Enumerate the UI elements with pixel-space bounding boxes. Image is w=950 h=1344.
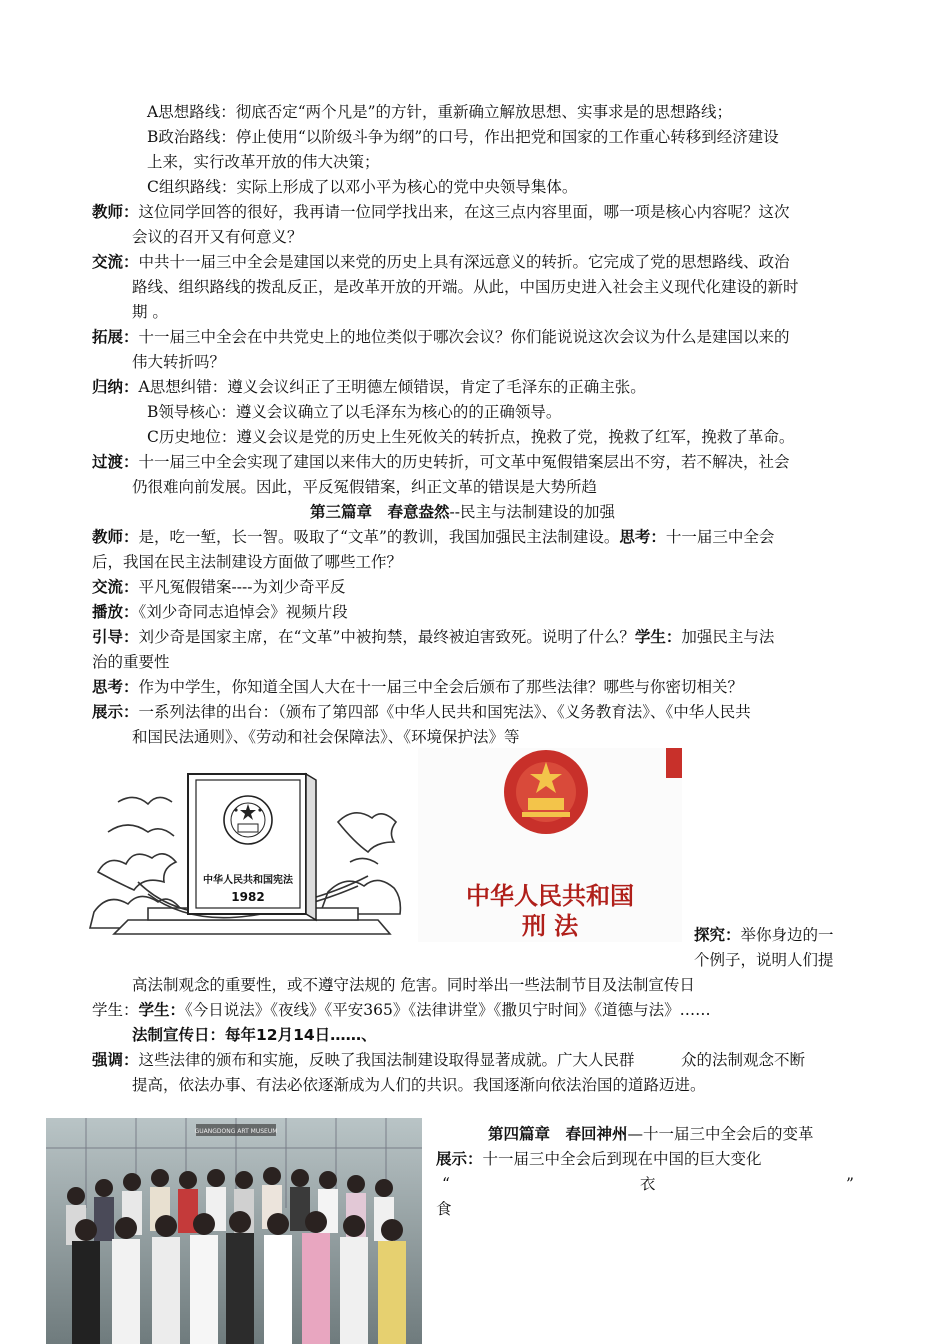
line: 伟大转折吗？ — [132, 353, 226, 371]
label: 引导： — [92, 628, 139, 646]
label: 探究： — [694, 926, 741, 944]
line: 食 — [436, 1200, 452, 1218]
constitution-title: 中华人民共和国宪法 — [203, 875, 293, 886]
quote-close: ” — [846, 1175, 854, 1193]
text: 是，吃一堑，长一智。吸取了“文革”的教训，我国加强民主法制建设。 — [138, 528, 620, 546]
line — [92, 1049, 805, 1071]
text: 平凡冤假错案----为刘少奇平反 — [138, 578, 346, 596]
line: 个例子，说明人们提 — [694, 951, 834, 969]
line: C组织路线：实际上形成了以邓小平为核心的党中央领导集体。 — [147, 178, 578, 196]
label: 思考： — [619, 528, 666, 546]
heading-rest: —十一届三中全会后的变革 — [627, 1125, 814, 1143]
text: 刘少奇是国家主席，在“文革”中被拘禁，最终被迫害致死。说明了什么？ — [138, 628, 635, 646]
line: 和国民法通则》、《劳动和社会保障法》、《环境保护法》等 — [132, 728, 520, 746]
line — [92, 626, 774, 648]
line: 会议的召开又有何意义？ — [132, 228, 303, 246]
label: 强调： — [92, 1051, 139, 1069]
line: B领导核心：遵义会议确立了以毛泽东为核心的的正确领导。 — [147, 403, 562, 421]
line — [694, 924, 834, 946]
text: 一系列法律的出台：（颁布了第四部《中华人民共和国宪法》、《义务教育法》、《中华人民共 — [138, 703, 751, 721]
line — [92, 251, 790, 273]
line — [92, 701, 751, 723]
section-heading — [310, 501, 615, 523]
text: 作为中学生，你知道全国人大在十一届三中全会后颁布了那些法律？哪些与你密切相关？ — [138, 678, 744, 696]
label: 交流： — [92, 253, 139, 271]
constitution-year: 1982 — [231, 890, 265, 904]
line: 期 。 — [132, 303, 168, 321]
criminal-law-cover — [418, 748, 682, 942]
text: 加强民主与法 — [681, 628, 775, 646]
line — [92, 676, 743, 698]
line — [92, 576, 345, 598]
line: 衣 — [640, 1175, 656, 1193]
line: 后，我国在民主法制建设方面做了哪些工作？ — [92, 553, 403, 571]
line: 上来，实行改革开放的伟大决策； — [147, 153, 380, 171]
constitution-drawing — [88, 762, 410, 940]
line — [92, 526, 774, 548]
line: A思想路线：彻底否定“两个凡是”的方针，重新确立解放思想、实事求是的思想路线； — [147, 103, 733, 121]
text: 中共十一届三中全会是建国以来党的历史上具有深远意义的转折。它完成了党的思想路线、政治 — [138, 253, 790, 271]
line — [92, 999, 711, 1021]
quote-open: “ — [442, 1175, 450, 1193]
line: 治的重要性 — [92, 653, 170, 671]
section-heading — [488, 1123, 814, 1145]
text: 十一届三中全会 — [665, 528, 775, 546]
label: 学生： — [634, 628, 682, 646]
text: 十一届三中全会实现了建国以来伟大的历史转折，可文革中冤假错案层出不穷，若不解决，社会 — [138, 453, 790, 471]
label: 教师： — [92, 203, 139, 221]
line — [92, 201, 790, 223]
criminal-law-line2: 刑 法 — [521, 911, 579, 940]
text: A思想纠错：遵义会议纠正了王明德左倾错误，肯定了毛泽东的正确主张。 — [138, 378, 646, 396]
constitution-illustration — [88, 762, 410, 940]
line — [92, 451, 790, 473]
label: 播放： — [92, 603, 139, 621]
text: 十一届三中全会在中共党史上的地位类似于哪次会议？你们能说说这次会议为什么是建国以来的 — [138, 328, 790, 346]
group-photo — [46, 1118, 422, 1344]
label: 拓展： — [92, 328, 139, 346]
line: C历史地位：遵义会议是党的历史上生死攸关的转折点，挽救了党，挽救了红军，挽救了革命。 — [147, 428, 795, 446]
criminal-law-line1: 中华人民共和国 — [466, 881, 634, 910]
heading-bold: 第三篇章 春意盎然 — [310, 503, 450, 521]
group-photo-drawing — [46, 1118, 422, 1344]
line: B政治路线：停止使用“以阶级斗争为纲”的口号，作出把党和国家的工作重心转移到经济建设 — [147, 128, 779, 146]
text: 这些法律的颁布和实施，反映了我国法制建设取得显著成就。广大人民群 众的法制观念不断 — [138, 1051, 806, 1069]
label: 教师： — [92, 528, 139, 546]
label: 归纳： — [92, 378, 139, 396]
label: 思考： — [92, 678, 139, 696]
text: 《刘少奇同志追悼会》视频片段 — [138, 603, 348, 621]
criminal-law-drawing — [418, 748, 682, 942]
line: 法制宣传日：每年12月14日……、 — [132, 1026, 377, 1044]
label: 交流： — [92, 578, 139, 596]
text: 《今日说法》《夜线》《平安365》《法律讲堂》《撒贝宁时间》《道德与法》…… — [185, 1001, 711, 1019]
line — [92, 376, 646, 398]
label: 学生： — [138, 1001, 186, 1019]
line: 路线、组织路线的拨乱反正，是改革开放的开端。从此，中国历史进入社会主义现代化建设的新时 — [132, 278, 799, 296]
text: 十一届三中全会后到现在中国的巨大变化 — [482, 1150, 762, 1168]
text: 这位同学回答的很好，我再请一位同学找出来，在这三点内容里面，哪一项是核心内容呢？这次 — [138, 203, 790, 221]
line: 提高，依法办事、有法必依逐渐成为人们的共识。我国逐渐向依法治国的道路迈进。 — [132, 1076, 706, 1094]
line: 高法制观念的重要性，或不遵守法规的 危害。同时举出一些法制节目及法制宣传日 — [132, 976, 695, 994]
line: 仍很难向前发展。因此，平反冤假错案，纠正文革的错误是大势所趋 — [132, 478, 598, 496]
museum-sign: GUANGDONG ART MUSEUM — [194, 1128, 278, 1135]
label: 过渡： — [92, 453, 139, 471]
heading-rest: --民主与法制建设的加强 — [449, 503, 615, 521]
heading-bold: 第四篇章 春回神州 — [488, 1125, 628, 1143]
line — [92, 601, 348, 623]
text: 举你身边的一 — [740, 926, 834, 944]
line — [92, 326, 790, 348]
label: 展示： — [92, 703, 139, 721]
line — [436, 1148, 762, 1170]
text: 学生： — [92, 1001, 139, 1019]
label: 展示： — [436, 1150, 483, 1168]
